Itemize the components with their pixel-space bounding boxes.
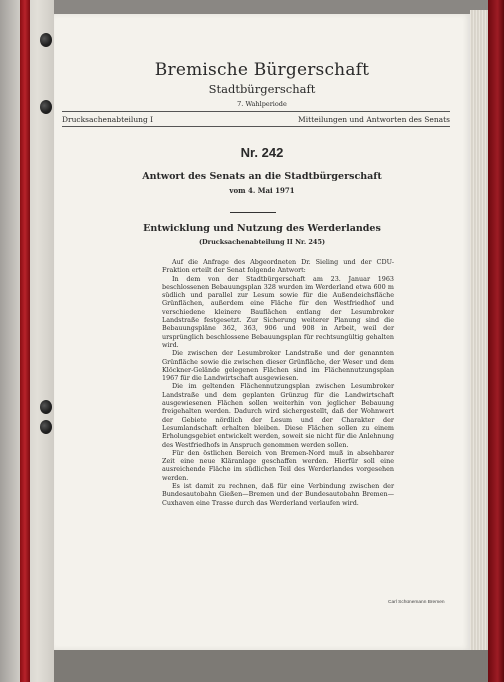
paragraph: Für den östlichen Bereich von Bremen-Nord muß in absehbarer Zeit eine neue Kläranlage geschaffen werden. Hierfür soll eine ausreichende Fläche im südlichen Teil des Werderlandes vorgesehen werden. [162, 448, 394, 482]
paragraph: Die im geltenden Flächennutzungsplan zwischen Lesumbroker Landstraße und dem geplanten Grünzug für die Landwirtschaft ausgewiesenen Flächen sollen weiterhin von jeglicher Bebauung freigehalten werden. Dadurch wird sichergestellt, daß der Wohnwert der Gebiete nördlich der Lesum und der Charakter der Lesumlandschaft erhalten bleiben. Diese Flächen sollen zu einem Erholungsgebiet entwickelt werden, soweit sie nicht für die Anlehnung des Westfriedhofs in Anspruch genommen werden sollen. [162, 382, 394, 449]
paragraph: Es ist damit zu rechnen, daß für eine Verbindung zwischen der Bundesautobahn Gießen—Bremen und der Bundesautobahn Bremen—Cuxhaven eine Trasse durch das Werderland verlaufen wird. [162, 482, 394, 507]
section-title: Entwicklung und Nutzung des Werderlandes [143, 223, 381, 234]
document-date: vom 4. Mai 1971 [229, 186, 295, 195]
binder-cover-edge [488, 0, 504, 682]
answer-title: Antwort des Senats an die Stadtbürgerschaft [142, 171, 382, 182]
paragraph: Die zwischen der Lesumbroker Landstraße und der genannten Grünfläche sowie die zwischen dieser Grünfläche, der Weser und dem Klöckner-Gelände gelegenen Flächen sind im Flächennutzungsplan 1967 für die Landwirtschaft ausgewiesen. [162, 349, 394, 383]
document-subtitle: Stadtbürgerschaft [208, 82, 316, 96]
paragraph: In dem von der Stadtbürgerschaft am 23. Januar 1963 beschlossenen Bebauungsplan 328 wurden im Werderland etwa 600 m südlich und parallel zur Lesum sowie für die Außendeichsfläche Grünflächen, außerdem eine Fläche für den Westfriedhof und verschiedene kleinere Bauflächen entlang der Lesumbroker Landstraße festgesetzt. Zur Sicherung weiterer Planung sind die Bebauungspläne 362, 363, 906 und 908 in Arbeit, weil der ursprünglich beschlossene Bebauungsplan für rechtsungültig gehalten wird. [162, 274, 394, 349]
section-reference: (Drucksachenabteilung II Nr. 245) [198, 238, 326, 246]
paragraph: Auf die Anfrage des Abgeordneten Dr. Sieling und der CDU-Fraktion erteilt der Senat folgende Antwort: [162, 258, 394, 275]
printer-imprint: Carl Schünemann Bremen [388, 600, 445, 605]
header-rule-bottom [62, 126, 450, 127]
binder-ring-hole [40, 33, 52, 47]
binder-red-edge [20, 0, 30, 682]
page-stack-edge [470, 10, 488, 656]
binder-cover-bottom [54, 650, 488, 682]
header-left: Drucksachenabteilung I [62, 115, 154, 124]
binder-ring-hole [40, 100, 52, 114]
binder-ring-hole [40, 400, 52, 414]
document-number: Nr. 242 [240, 145, 284, 160]
divider [230, 212, 276, 213]
body-text [162, 258, 394, 507]
legislative-period: 7. Wahlperiode [237, 100, 287, 108]
header-right: Mitteilungen und Antworten des Senats [298, 115, 450, 124]
document-title: Bremische Bürgerschaft [154, 60, 370, 80]
binder-ring-hole [40, 420, 52, 434]
document-page [54, 14, 470, 650]
header-rule-top [62, 111, 450, 112]
